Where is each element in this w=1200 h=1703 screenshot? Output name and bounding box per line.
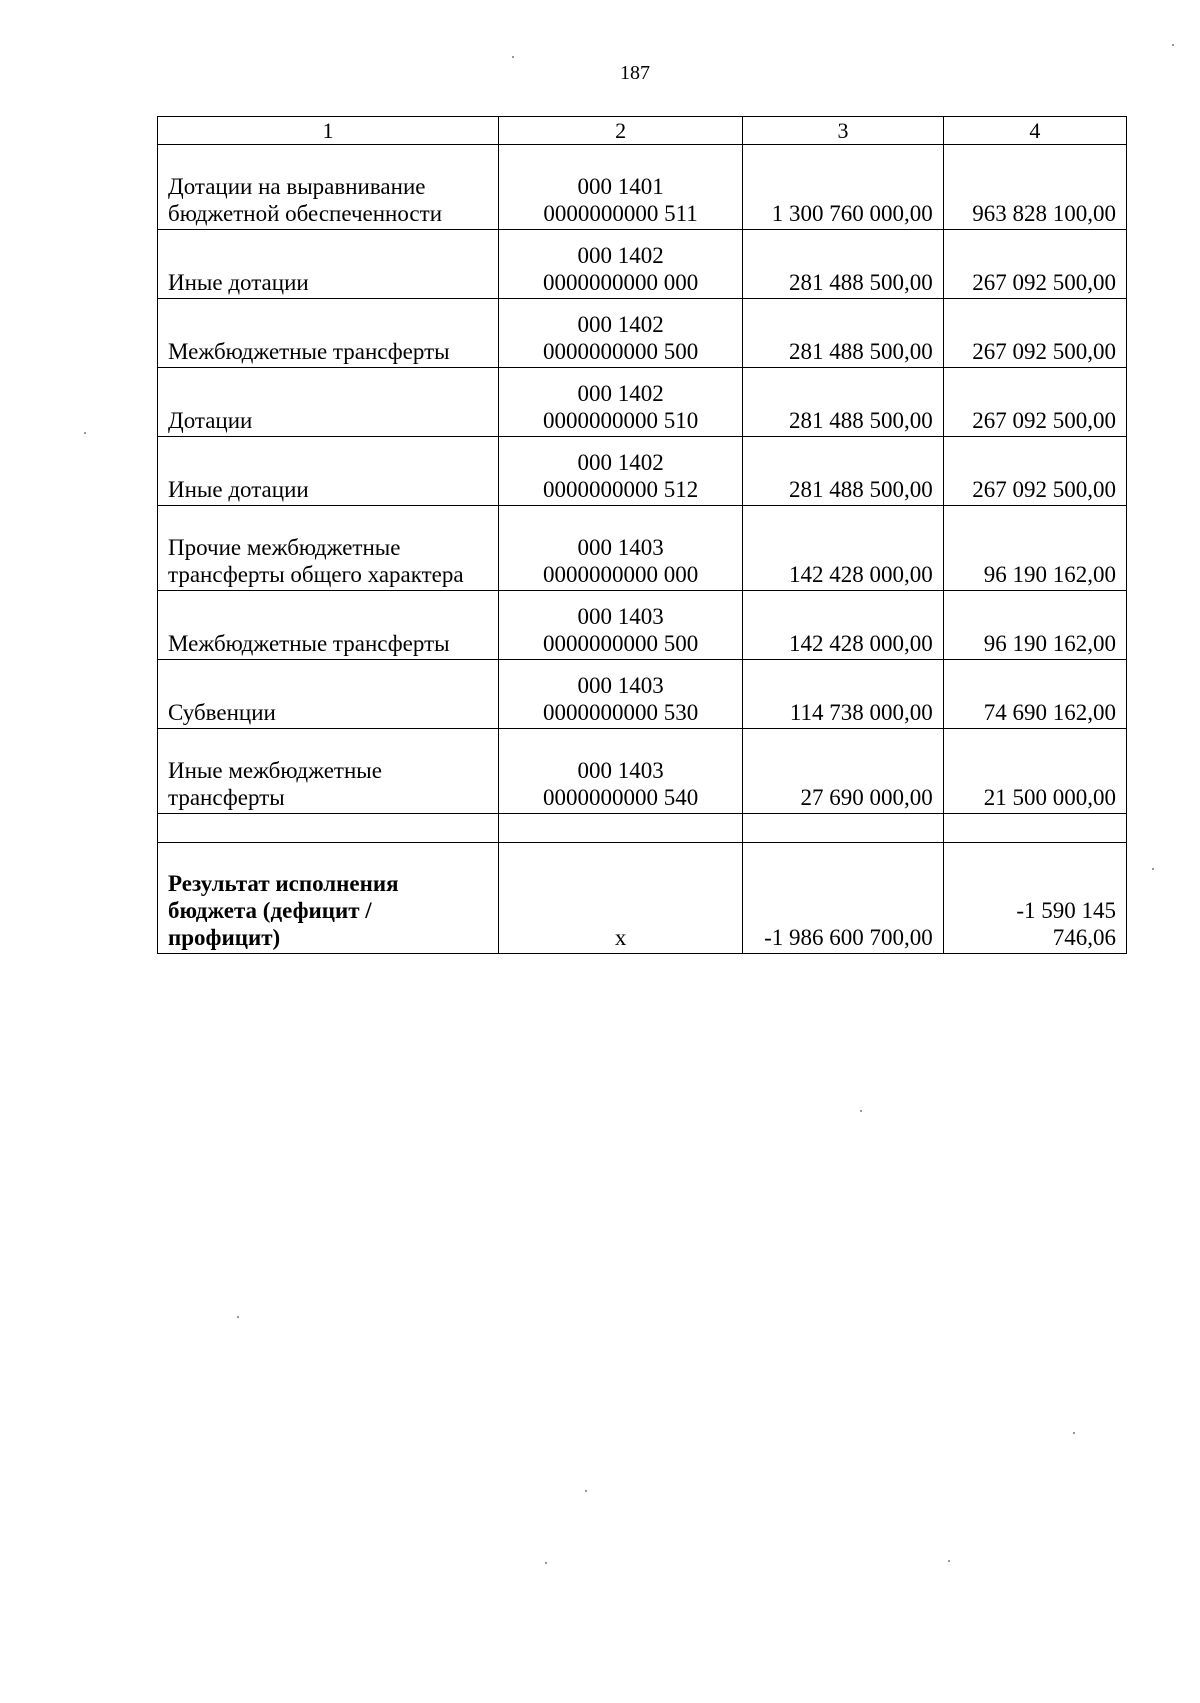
blank-cell: [943, 814, 1126, 843]
table-header-row: [158, 117, 1127, 145]
row-col4-cell: 96 190 162,00: [943, 591, 1126, 660]
row-name-cell-line: трансферты общего характера: [168, 562, 464, 587]
row-code-cell-line: 000 1401: [577, 174, 664, 199]
row-code-cell-line: 0000000000 000: [542, 562, 699, 587]
result-name-cell-line: Результат исполнения: [168, 871, 399, 896]
table-row: [158, 299, 1127, 368]
row-name-cell-line: Субвенции: [168, 700, 276, 725]
blank-row: [158, 814, 1127, 843]
row-col3-cell: 27 690 000,00: [743, 729, 944, 814]
row-name-cell-line: Межбюджетные трансферты: [168, 339, 450, 364]
row-code-cell-line: 0000000000 512: [542, 477, 699, 502]
row-name-cell-line: Иные дотации: [168, 477, 309, 502]
row-code-cell-line: 000 1402: [577, 450, 664, 475]
row-col3-cell: 142 428 000,00: [743, 591, 944, 660]
row-col4-cell: 267 092 500,00: [943, 230, 1126, 299]
row-name-cell: [158, 437, 499, 506]
row-col4-cell: 96 190 162,00: [943, 506, 1126, 591]
row-name-cell-line: Дотации: [168, 408, 253, 433]
row-code-cell-line: 0000000000 511: [543, 201, 698, 226]
budget-table: [157, 116, 1127, 954]
row-code-cell: [498, 660, 742, 729]
row-code-cell: [498, 591, 742, 660]
row-col3-cell: 281 488 500,00: [743, 230, 944, 299]
row-name-cell-line: бюджетной обеспеченности: [168, 201, 443, 226]
row-code-cell-line: 0000000000 510: [542, 408, 699, 433]
row-name-cell-line: Прочие межбюджетные: [168, 535, 401, 560]
table-row: [158, 729, 1127, 814]
row-name-cell-line: трансферты: [168, 785, 285, 810]
row-code-cell: [498, 437, 742, 506]
row-code-cell-line: 000 1403: [577, 673, 664, 698]
row-name-cell: [158, 729, 499, 814]
row-code-cell-line: 0000000000 000: [542, 270, 699, 295]
table-row: [158, 506, 1127, 591]
row-code-cell: [498, 145, 742, 230]
result-col3-cell: -1 986 600 700,00: [743, 843, 944, 954]
result-code-cell: x: [498, 843, 742, 954]
row-name-cell: [158, 230, 499, 299]
row-code-cell-line: 0000000000 500: [542, 631, 699, 656]
row-col4-cell: 267 092 500,00: [943, 437, 1126, 506]
page-number: 187: [620, 62, 650, 84]
row-col4-cell: 267 092 500,00: [943, 368, 1126, 437]
row-name-cell: [158, 660, 499, 729]
header-col-3: 3: [743, 117, 944, 145]
result-name-cell-line: профицит): [168, 925, 281, 950]
row-code-cell: [498, 368, 742, 437]
row-name-cell-line: Иные межбюджетные: [168, 758, 382, 783]
row-col4-cell: 963 828 100,00: [943, 145, 1126, 230]
row-name-cell-line: Иные дотации: [168, 270, 309, 295]
result-name-cell: [158, 843, 499, 954]
row-name-cell-line: Дотации на выравнивание: [168, 174, 426, 199]
table-row: [158, 368, 1127, 437]
row-name-cell: [158, 591, 499, 660]
row-col3-cell: 142 428 000,00: [743, 506, 944, 591]
row-col3-cell: 281 488 500,00: [743, 437, 944, 506]
row-code-cell-line: 000 1403: [577, 604, 664, 629]
result-col4-cell-line: -1 590 145: [1016, 898, 1116, 923]
table-row: [158, 437, 1127, 506]
row-code-cell-line: 0000000000 530: [542, 700, 699, 725]
row-code-cell: [498, 729, 742, 814]
row-code-cell: [498, 506, 742, 591]
row-code-cell-line: 000 1403: [577, 758, 664, 783]
row-col3-cell: 281 488 500,00: [743, 299, 944, 368]
blank-cell: [158, 814, 499, 843]
row-name-cell-line: Межбюджетные трансферты: [168, 631, 450, 656]
row-code-cell-line: 000 1402: [577, 312, 664, 337]
header-col-4: 4: [943, 117, 1126, 145]
result-col4-cell-line: 746,06: [1052, 925, 1116, 950]
blank-cell: [498, 814, 742, 843]
row-code-cell-line: 000 1402: [577, 381, 664, 406]
row-col4-cell: 267 092 500,00: [943, 299, 1126, 368]
row-col3-cell: 1 300 760 000,00: [743, 145, 944, 230]
table-row: [158, 591, 1127, 660]
table-row: [158, 230, 1127, 299]
row-code-cell-line: 0000000000 540: [542, 785, 699, 810]
header-col-2: 2: [498, 117, 742, 145]
header-col-1: 1: [158, 117, 499, 145]
result-col4-cell: [943, 843, 1126, 954]
row-code-cell: [498, 230, 742, 299]
row-code-cell-line: 000 1403: [577, 535, 664, 560]
row-col4-cell: 74 690 162,00: [943, 660, 1126, 729]
row-code-cell: [498, 299, 742, 368]
table-row: [158, 145, 1127, 230]
row-col4-cell: 21 500 000,00: [943, 729, 1126, 814]
row-col3-cell: 281 488 500,00: [743, 368, 944, 437]
row-code-cell-line: 0000000000 500: [542, 339, 699, 364]
row-col3-cell: 114 738 000,00: [743, 660, 944, 729]
blank-cell: [743, 814, 944, 843]
result-row: [158, 843, 1127, 954]
row-name-cell: [158, 299, 499, 368]
result-name-cell-line: бюджета (дефицит /: [168, 898, 372, 923]
row-code-cell-line: 000 1402: [577, 243, 664, 268]
table-row: [158, 660, 1127, 729]
row-name-cell: [158, 145, 499, 230]
row-name-cell: [158, 368, 499, 437]
row-name-cell: [158, 506, 499, 591]
